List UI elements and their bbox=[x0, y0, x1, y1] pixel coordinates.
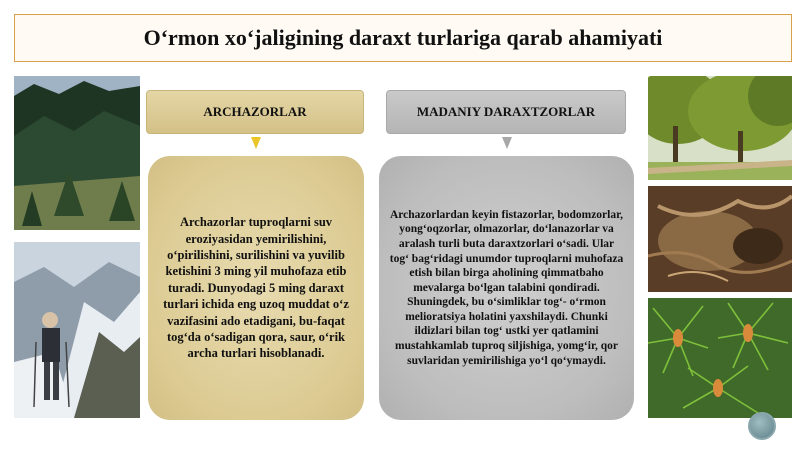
madaniy-daraxtzorlar-header-label: MADANIY DARAXTZORLAR bbox=[416, 104, 596, 119]
photo-pine-needles bbox=[648, 298, 792, 418]
down-arrow-icon bbox=[251, 137, 261, 149]
madaniy-daraxtzorlar-header bbox=[386, 90, 626, 134]
archazorlar-header bbox=[146, 90, 364, 134]
photo-orchard-trees bbox=[648, 76, 792, 180]
madaniy-daraxtzorlar-text: Archazorlardan keyin fistazorlar, bodomzorlar, yong‘oqzorlar, olmazorlar, do‘lanazorlar va aralash turli buta daraxtzorlari o‘sadi. Ular tog‘ bag‘ridagi unumdor tuproqlarni muhofaza etish bilan birga aholining qimmatbaho mevalarga bo‘lgan talabini qondiradi. Shuningdek, bu o‘simliklar tog‘- o‘rmon melioratsiya holatini yaxshilaydi. Chunki ildizlari bilan tog‘ ustki yer qatlamini mustahkamlab tuproq siljishiga, yomg‘ir, qor suvlaridan yemirilishiga yo‘l qo‘ymaydi. bbox=[389, 208, 624, 367]
photo-mountain-hiker bbox=[14, 242, 140, 418]
archazorlar-header-label: ARCHAZORLAR bbox=[203, 104, 307, 119]
down-arrow-icon bbox=[502, 137, 512, 149]
archazorlar-text-box bbox=[148, 156, 364, 420]
slide-nav-button[interactable] bbox=[748, 412, 776, 440]
photo-juniper-forest bbox=[14, 76, 140, 230]
photo-tree-roots-soil bbox=[648, 186, 792, 292]
archazorlar-text: Archazorlar tuproqlarni suv eroziyasidan yemirilishini, o‘pirilishini, surilishini va yuvilib ketishini 3 ming yil muhofaza etib turadi. Dunyodagi 5 ming daraxt turlari ichida eng uzoq muddat o‘z vazifasini ado etadigani, bu-faqat tog‘da o‘sadigan qora, saur, o‘rik archa turlari hisoblanadi. bbox=[163, 215, 349, 361]
slide-title: O‘rmon xo‘jaligining daraxt turlariga qarab ahamiyati bbox=[143, 25, 663, 50]
title-box bbox=[14, 14, 792, 62]
madaniy-daraxtzorlar-text-box bbox=[379, 156, 634, 420]
